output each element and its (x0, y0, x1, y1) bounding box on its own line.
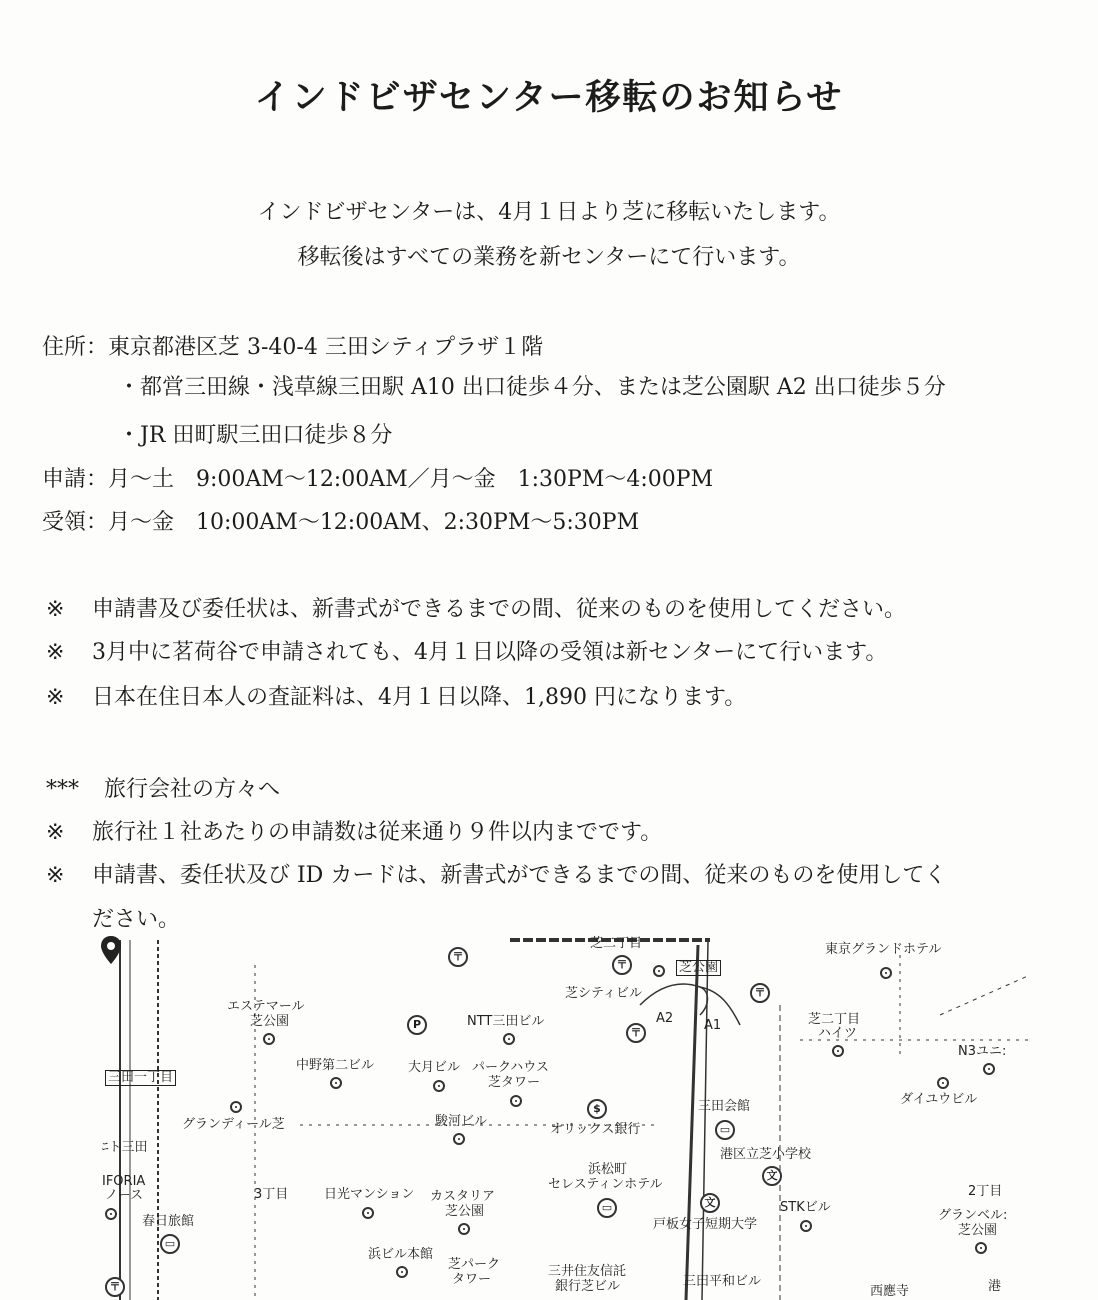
map-poi-dot (880, 967, 892, 979)
map-label-saishoji: 西應寺 (870, 1284, 910, 1299)
map-poi-icon: 〒 (612, 955, 632, 975)
map-label-mita-kaikan: 三田会館 (698, 1099, 751, 1114)
map-poi-dot (653, 965, 665, 977)
map-label-sanchome: 3丁目 (254, 1187, 289, 1202)
map-label-mita-heiwa: 三田平和ビル (683, 1274, 762, 1289)
map-label-shiba2-heights: 芝二丁目 (808, 1012, 861, 1027)
map-label-castalia: カスタリア (430, 1189, 496, 1204)
map-label-shiba-park: 芝パーク (448, 1257, 501, 1272)
map-poi-icon: 〒 (448, 947, 468, 967)
map-label-esutemaru: エステマール (227, 999, 305, 1014)
map-poi-dot (453, 1133, 465, 1145)
map-label-foria-2: ノース (105, 1188, 143, 1203)
map-label-road: 芝二丁目 (590, 936, 643, 951)
map-label-shiba-park-2: タワー (452, 1272, 492, 1287)
address: 住所：東京都港区芝 3-40-4 三田シティプラザ１階 (42, 335, 544, 360)
map-label-shiba-city-bldg: 芝シティビル (565, 986, 642, 1001)
map-poi-icon: 〒 (105, 1277, 125, 1297)
intro-line-2: 移転後はすべての業務を新センターにて行います。 (297, 245, 801, 270)
map-label-hamamatsucho-2: セレスティンホテル (548, 1177, 663, 1192)
map-label-kasuga: 春日旅館 (142, 1214, 195, 1229)
map-hotel-icon: ▭ (160, 1234, 180, 1254)
map-poi-dot (330, 1077, 342, 1089)
map-bank-icon: $ (587, 1099, 607, 1119)
map-label-nakano2: 中野第二ビル (296, 1058, 375, 1073)
note-3 (46, 680, 746, 711)
map-label-edge: 港 (988, 1279, 1002, 1294)
map-poi-dot (433, 1080, 445, 1092)
map-school-icon: 文 (762, 1166, 782, 1186)
map-label-park-house: パークハウス (472, 1060, 549, 1075)
location-map (100, 935, 1030, 1300)
map-label-n3: N3ユニ: (958, 1044, 1007, 1059)
map-label-togakushi: 戸板女子短期大学 (653, 1217, 758, 1232)
map-label-hama-honkan: 浜ビル本館 (368, 1247, 434, 1262)
map-label-daiyu: ダイユウビル (900, 1092, 978, 1107)
agency-note-2 (46, 858, 946, 889)
map-label-grandir: グランディール芝 (182, 1117, 285, 1132)
application-hours: 申請：月～土 9:00AM～12:00AM／月～金 1:30PM～4:00PM (42, 467, 714, 492)
map-label-mitsui: 三井住友信託 (548, 1264, 627, 1279)
map-label-ni-mita: ﾆト三田 (102, 1140, 148, 1155)
map-poi-icon: 〒 (750, 983, 770, 1003)
map-label-tokyo-grand-hotel: 東京グランドホテル (825, 942, 942, 957)
map-label-shiba2-heights-2: ハイツ (818, 1026, 858, 1041)
map-label-granbell: グランベル: (938, 1208, 1008, 1223)
map-poi-dot (230, 1101, 242, 1113)
map-poi-dot (503, 1033, 515, 1045)
map-poi-dot (105, 1208, 117, 1220)
agency-heading-text: 旅行会社の方々へ (104, 777, 281, 802)
map-poi-dot (458, 1223, 470, 1235)
note-text: 3月中に茗荷谷で申請されても、4月１日以降の受領は新センターにて行います。 (92, 640, 888, 665)
map-label-foria: IFORIA (102, 1174, 146, 1189)
agency-heading (46, 772, 280, 803)
map-poi-dot (983, 1063, 995, 1075)
map-poi-dot (975, 1242, 987, 1254)
agency-note-1 (46, 815, 662, 846)
stars-mark: *** (46, 777, 79, 802)
note-2 (46, 635, 887, 666)
map-label-orix: オリックス銀行 (550, 1122, 641, 1137)
map-label-castalia-2: 芝公園 (445, 1204, 485, 1219)
note-mark: ※ (46, 597, 65, 622)
access-jr: ・JR 田町駅三田口徒歩８分 (118, 423, 393, 448)
agency-note-2-cont: ださい。 (92, 907, 181, 932)
page-title: インドビザセンター移転のお知らせ (254, 78, 844, 118)
map-label-shibakoen-station: 芝公園 (676, 960, 721, 976)
map-poi-dot (362, 1207, 374, 1219)
map-label-otsuki: 大月ビル (408, 1060, 461, 1075)
map-poi-dot (510, 1095, 522, 1107)
intro-line-1: インドビザセンターは、4月１日より芝に移転いたします。 (257, 200, 841, 225)
note-mark: ※ (46, 685, 65, 710)
map-label-nikko: 日光マンション (324, 1187, 415, 1202)
map-label-esutemaru-2: 芝公園 (250, 1014, 290, 1029)
map-label-ntt-mita: NTT三田ビル (467, 1014, 545, 1029)
map-poi-dot (263, 1033, 275, 1045)
map-label-mita1: 三田一丁目 (105, 1070, 176, 1086)
map-hotel-icon: ▭ (597, 1198, 617, 1218)
note-1 (46, 592, 906, 623)
map-poi-dot (832, 1045, 844, 1057)
map-label-nichome: 2丁目 (968, 1184, 1003, 1199)
map-label-park-house-2: 芝タワー (488, 1075, 541, 1090)
map-poi-icon: 〒 (626, 1023, 646, 1043)
map-label-minato-school: 港区立芝小学校 (720, 1147, 812, 1162)
note-text: 旅行社１社あたりの申請数は従来通り９件以内までです。 (92, 820, 663, 845)
map-hotel-icon: ▭ (715, 1120, 735, 1140)
map-label-granbell-2: 芝公園 (958, 1223, 998, 1238)
note-text: 申請書、委任状及び ID カードは、新書式ができるまでの間、従来のものを使用してく (92, 863, 947, 888)
map-poi-dot (800, 1220, 812, 1232)
access-subway: ・都営三田線・浅草線三田駅 A10 出口徒歩４分、または芝公園駅 A2 出口徒歩５分 (118, 375, 946, 400)
map-label-exit-a2: A2 (656, 1011, 674, 1026)
pickup-hours: 受領：月～金 10:00AM～12:00AM、2:30PM～5:30PM (42, 510, 640, 535)
note-text: 日本在住日本人の査証料は、4月１日以降、1,890 円になります。 (92, 685, 747, 710)
note-mark: ※ (46, 640, 65, 665)
note-mark: ※ (46, 820, 65, 845)
map-poi-dot (396, 1266, 408, 1278)
note-text: 申請書及び委任状は、新書式ができるまでの間、従来のものを使用してください。 (92, 597, 907, 622)
map-school-icon: 文 (700, 1193, 720, 1213)
map-label-mitsui-2: 銀行芝ビル (555, 1279, 621, 1294)
map-label-suruga: 駿河ビル (435, 1114, 488, 1129)
map-label-exit-a1: A1 (704, 1018, 722, 1033)
map-label-hamamatsucho: 浜松町 (588, 1162, 628, 1177)
map-label-stk: STKビル (780, 1200, 831, 1215)
map-poi-dot (937, 1077, 949, 1089)
map-parking-icon: P (407, 1015, 427, 1035)
visa-center-pin-icon (100, 935, 122, 965)
note-mark: ※ (46, 863, 65, 888)
